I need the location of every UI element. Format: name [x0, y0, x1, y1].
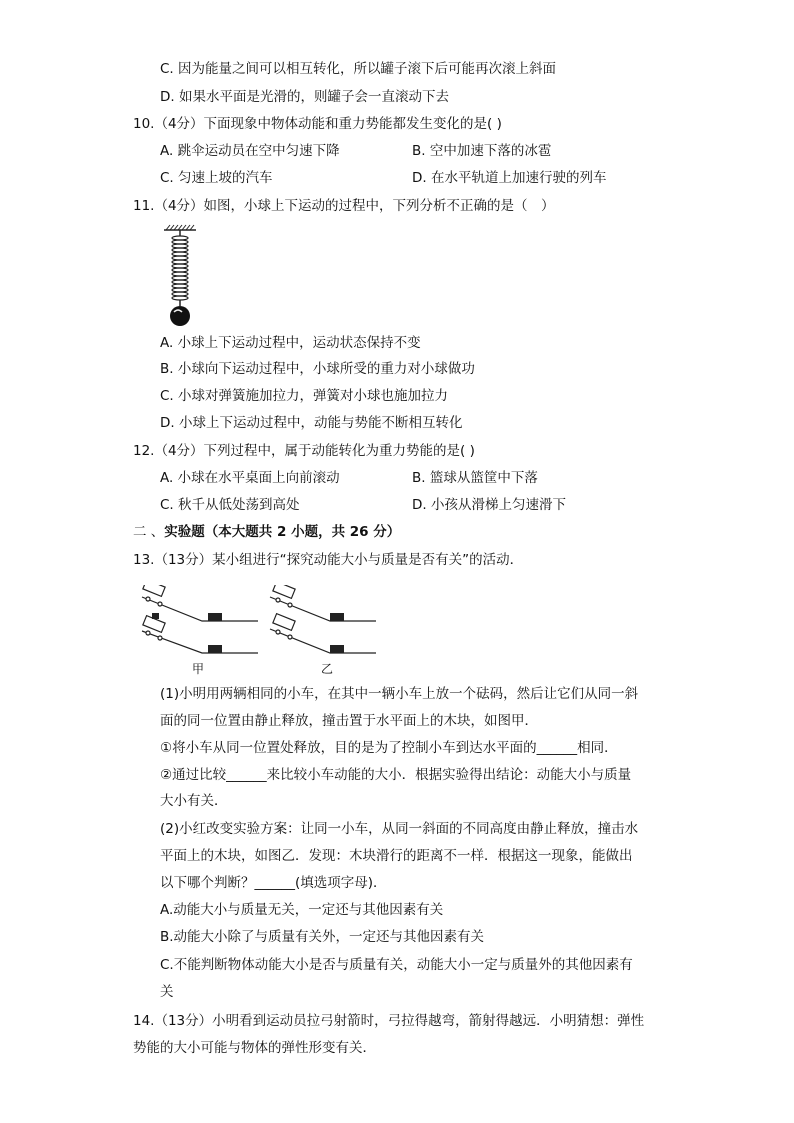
q12-option-b: B. 篮球从篮筐中下落 — [412, 470, 538, 486]
q11-stem: 11.（4分）如图，小球上下运动的过程中，下列分析不正确的是（ ） — [133, 198, 555, 214]
q10-option-d: D. 在水平轨道上加速行驶的列车 — [412, 170, 607, 186]
q12-option-d: D. 小孩从滑梯上匀速滑下 — [412, 497, 566, 513]
q13-sub2-line2: 大小有关． — [160, 793, 228, 809]
q13-option-a: A.动能大小与质量无关，一定还与其他因素有关 — [160, 902, 444, 918]
q13-option-c-line2: 关 — [160, 984, 174, 1000]
q14-line2: 势能的大小可能与物体的弹性形变有关． — [133, 1040, 376, 1056]
q12-option-a: A. 小球在水平桌面上向前滚动 — [160, 470, 340, 486]
q10-option-c: C. 匀速上坡的汽车 — [160, 170, 273, 186]
q12-option-c: C. 秋千从低处荡到高处 — [160, 497, 300, 513]
q14-line1: 14.（13分）小明看到运动员拉弓射箭时，弓拉得越弯，箭射得越远．小明猜想：弹性 — [133, 1013, 645, 1029]
q13-option-c-line1: C.不能判断物体动能大小是否与质量有关，动能大小一定与质量外的其他因素有 — [160, 957, 633, 973]
q13-sub1: ①将小车从同一位置处释放，目的是为了控制小车到达水平面的______相同． — [160, 740, 618, 756]
q12-stem: 12.（4分）下列过程中，属于动能转化为重力势能的是( ) — [133, 443, 475, 459]
q9-option-d: D. 如果水平面是光滑的，则罐子会一直滚动下去 — [160, 89, 449, 105]
cart-ramp-figure — [140, 585, 380, 675]
q13-part1-line2: 面的同一位置由静止释放，撞击置于水平面上的木块，如图甲． — [160, 713, 538, 729]
q13-part2-line2: 平面上的木块，如图乙．发现：木块滑行的距离不一样．根据这一现象，能做出 — [160, 848, 633, 864]
q10-option-a: A. 跳伞运动员在空中匀速下降 — [160, 143, 340, 159]
q13-sub2-line1: ②通过比较______来比较小车动能的大小．根据实验得出结论：动能大小与质量 — [160, 767, 632, 783]
section-heading — [133, 522, 400, 542]
q11-option-c: C. 小球对弹簧施加拉力，弹簧对小球也施加拉力 — [160, 388, 449, 404]
q13-part1-line1: (1)小明用两辆相同的小车，在其中一辆小车上放一个砝码，然后让它们从同一斜 — [160, 686, 639, 702]
q10-option-b: B. 空中加速下落的冰雹 — [412, 143, 552, 159]
q13-option-b: B.动能大小除了与质量有关外，一定还与其他因素有关 — [160, 929, 485, 945]
figure-label-jia: 甲 — [192, 662, 205, 676]
q9-option-c: C. 因为能量之间可以相互转化，所以罐子滚下后可能再次滚上斜面 — [160, 61, 557, 77]
section-number: 二 、 — [133, 524, 165, 540]
q10-stem: 10.（4分）下面现象中物体动能和重力势能都发生变化的是( ) — [133, 116, 502, 132]
q11-option-a: A. 小球上下运动过程中，运动状态保持不变 — [160, 335, 421, 351]
q13-part2-line1: (2)小红改变实验方案：让同一小车，从同一斜面的不同高度由静止释放，撞击水 — [160, 821, 639, 837]
q13-part2-line3: 以下哪个判断？______(填选项字母)． — [160, 875, 387, 891]
q13-stem: 13.（13分）某小组进行“探究动能大小与质量是否有关”的活动． — [133, 552, 524, 568]
section-title: 实验题（本大题共 2 小题，共 26 分） — [164, 524, 401, 540]
spring-ball-figure — [160, 224, 200, 328]
figure-label-yi: 乙 — [321, 662, 334, 676]
q11-option-b: B. 小球向下运动过程中，小球所受的重力对小球做功 — [160, 361, 475, 377]
q11-option-d: D. 小球上下运动过程中，动能与势能不断相互转化 — [160, 415, 463, 431]
